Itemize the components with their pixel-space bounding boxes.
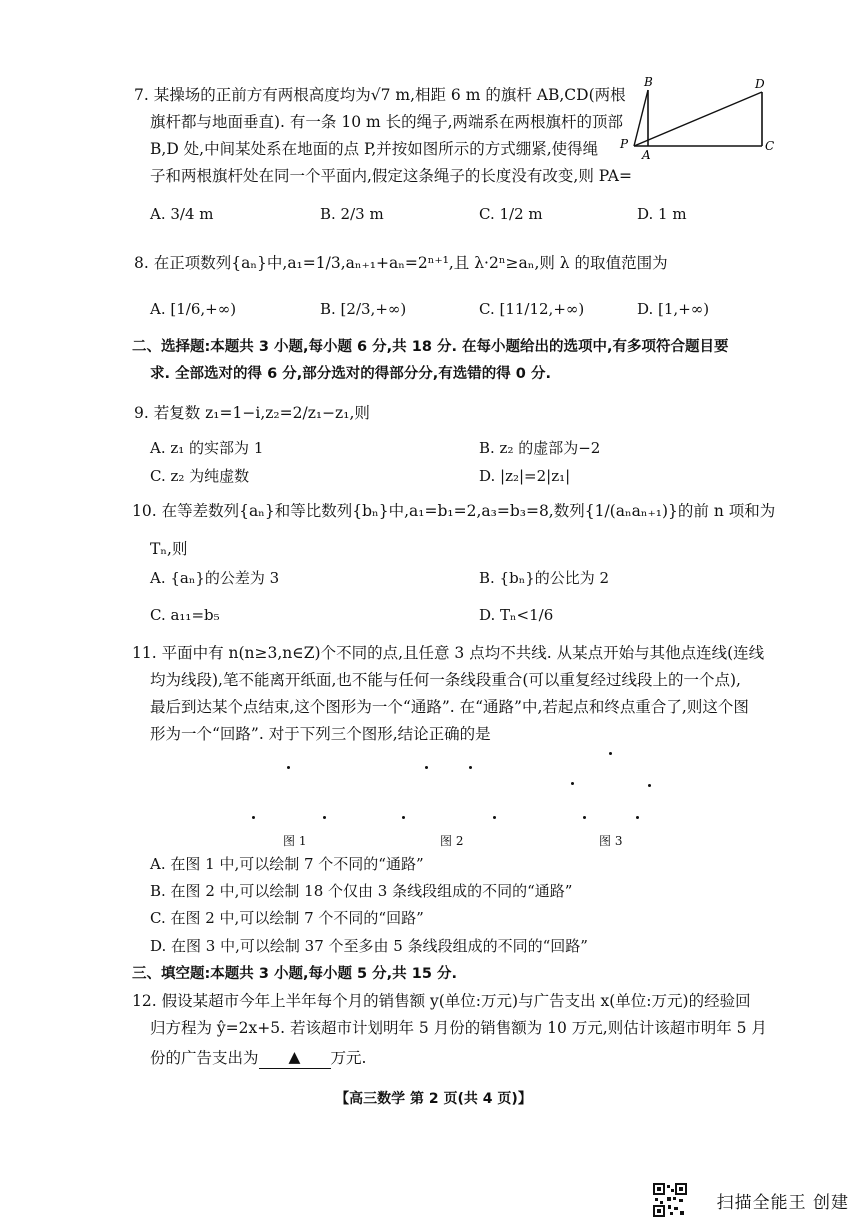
page-footer: 【高三数学 第 2 页(共 4 页)】	[335, 1091, 532, 1107]
q9-option-a: A. z₁ 的实部为 1	[150, 439, 264, 457]
q11-line-4: 形为一个“回路”. 对于下列三个图形,结论正确的是	[150, 725, 491, 743]
q9-option-d: D. |z₂|=2|z₁|	[479, 467, 571, 485]
q12-line-2: 归方程为 ŷ=2x+5. 若该超市计划明年 5 月份的销售额为 10 万元,则估计该超市明年 5 月	[150, 1019, 767, 1037]
q7-line-3: B,D 处,中间某处系在地面的点 P,并按如图所示的方式绷紧,使得绳	[150, 140, 599, 158]
q12-line-3-prefix: 份的广告支出为	[150, 1049, 259, 1067]
label-A: A	[642, 148, 651, 160]
q9-option-b: B. z₂ 的虚部为−2	[479, 439, 601, 457]
fig3-point	[648, 784, 651, 787]
fig3-point	[583, 816, 586, 819]
scanner-watermark: 扫描全能王 创建	[716, 1193, 849, 1213]
q10-option-c: C. a₁₁=b₅	[150, 606, 220, 624]
q11-option-c: C. 在图 2 中,可以绘制 7 个不同的“回路”	[150, 909, 424, 927]
label-D: D	[755, 77, 765, 91]
qr-code-icon	[653, 1183, 687, 1217]
figure-1-label: 图 1	[283, 834, 307, 848]
q7-line-1: 7. 某操场的正前方有两根高度均为√7 m,相距 6 m 的旗杆 AB,CD(两根	[134, 86, 626, 104]
fig2-point	[493, 816, 496, 819]
q10-line-1: 10. 在等差数列{aₙ}和等比数列{bₙ}中,a₁=b₁=2,a₃=b₃=8,数列{1/(aₙaₙ₊₁)}的前 n 项和为	[132, 502, 776, 520]
q7-line-2: 旗杆都与地面垂直). 有一条 10 m 长的绳子,两端系在两根旗杆的顶部	[150, 113, 624, 131]
q11-option-a: A. 在图 1 中,可以绘制 7 个不同的“通路”	[150, 855, 424, 873]
q8-option-d: D. [1,+∞)	[637, 300, 710, 318]
q12-line-3	[150, 1047, 366, 1070]
figure-3-label: 图 3	[599, 834, 623, 848]
q10-option-a: A. {aₙ}的公差为 3	[150, 569, 280, 587]
q9-line-1: 9. 若复数 z₁=1−i,z₂=2/z₁−z₁,则	[134, 404, 370, 422]
q7-option-b: B. 2/3 m	[320, 205, 384, 223]
q10-option-b: B. {bₙ}的公比为 2	[479, 569, 610, 587]
q7-line-4: 子和两根旗杆处在同一个平面内,假定这条绳子的长度没有改变,则 PA=	[150, 167, 632, 185]
q11-line-3: 最后到达某个点结束,这个图形为一个“通路”. 在“通路”中,若起点和终点重合了,则这个图	[150, 698, 749, 716]
q10-line-2: Tₙ,则	[150, 540, 188, 558]
q7-option-c: C. 1/2 m	[479, 205, 543, 223]
q10-option-d: D. Tₙ<1/6	[479, 606, 554, 624]
q7-option-a: A. 3/4 m	[150, 205, 214, 223]
fig3-point	[636, 816, 639, 819]
fig1-point	[252, 816, 255, 819]
q12-line-1: 12. 假设某超市今年上半年每个月的销售额 y(单位:万元)与广告支出 x(单位:万元)的经验回	[132, 992, 751, 1010]
q8-option-c: C. [11/12,+∞)	[479, 300, 585, 318]
fig1-point	[287, 766, 290, 769]
fig2-point	[402, 816, 405, 819]
answer-blank	[259, 1046, 331, 1069]
fig3-point	[571, 782, 574, 785]
label-B: B	[644, 75, 653, 89]
q12-line-3-suffix: 万元.	[330, 1049, 367, 1067]
q7-option-d: D. 1 m	[637, 205, 687, 223]
fig2-point	[425, 766, 428, 769]
q11-option-b: B. 在图 2 中,可以绘制 18 个仅由 3 条线段组成的不同的“通路”	[150, 882, 573, 900]
blank-triangle-mark: ▲	[288, 1048, 301, 1066]
section-3-heading: 三、填空题:本题共 3 小题,每小题 5 分,共 15 分.	[132, 966, 457, 982]
q11-line-1: 11. 平面中有 n(n≥3,n∈Z)个不同的点,且任意 3 点均不共线. 从某点开始与其他点连线(连线	[132, 644, 765, 662]
label-C: C	[765, 139, 775, 153]
q11-option-d: D. 在图 3 中,可以绘制 37 个至多由 5 条线段组成的不同的“回路”	[150, 937, 588, 955]
q8-option-b: B. [2/3,+∞)	[320, 300, 407, 318]
figure-2-label: 图 2	[440, 834, 464, 848]
fig1-point	[323, 816, 326, 819]
label-P: P	[620, 137, 629, 151]
q8-line-1: 8. 在正项数列{aₙ}中,a₁=1/3,aₙ₊₁+aₙ=2ⁿ⁺¹,且 λ·2ⁿ≥aₙ,则 λ 的取值范围为	[134, 254, 668, 272]
section-2-line-2: 求. 全部选对的得 6 分,部分选对的得部分分,有选错的得 0 分.	[150, 366, 551, 382]
q8-option-a: A. [1/6,+∞)	[150, 300, 237, 318]
flagpole-figure	[612, 74, 782, 160]
fig2-point	[469, 766, 472, 769]
fig3-point	[609, 752, 612, 755]
section-2-line-1: 二、选择题:本题共 3 小题,每小题 6 分,共 18 分. 在每小题给出的选项中,有多项符合题目要	[132, 339, 729, 355]
q9-option-c: C. z₂ 为纯虚数	[150, 467, 250, 485]
q11-line-2: 均为线段),笔不能离开纸面,也不能与任何一条线段重合(可以重复经过线段上的一个点),	[150, 671, 741, 689]
